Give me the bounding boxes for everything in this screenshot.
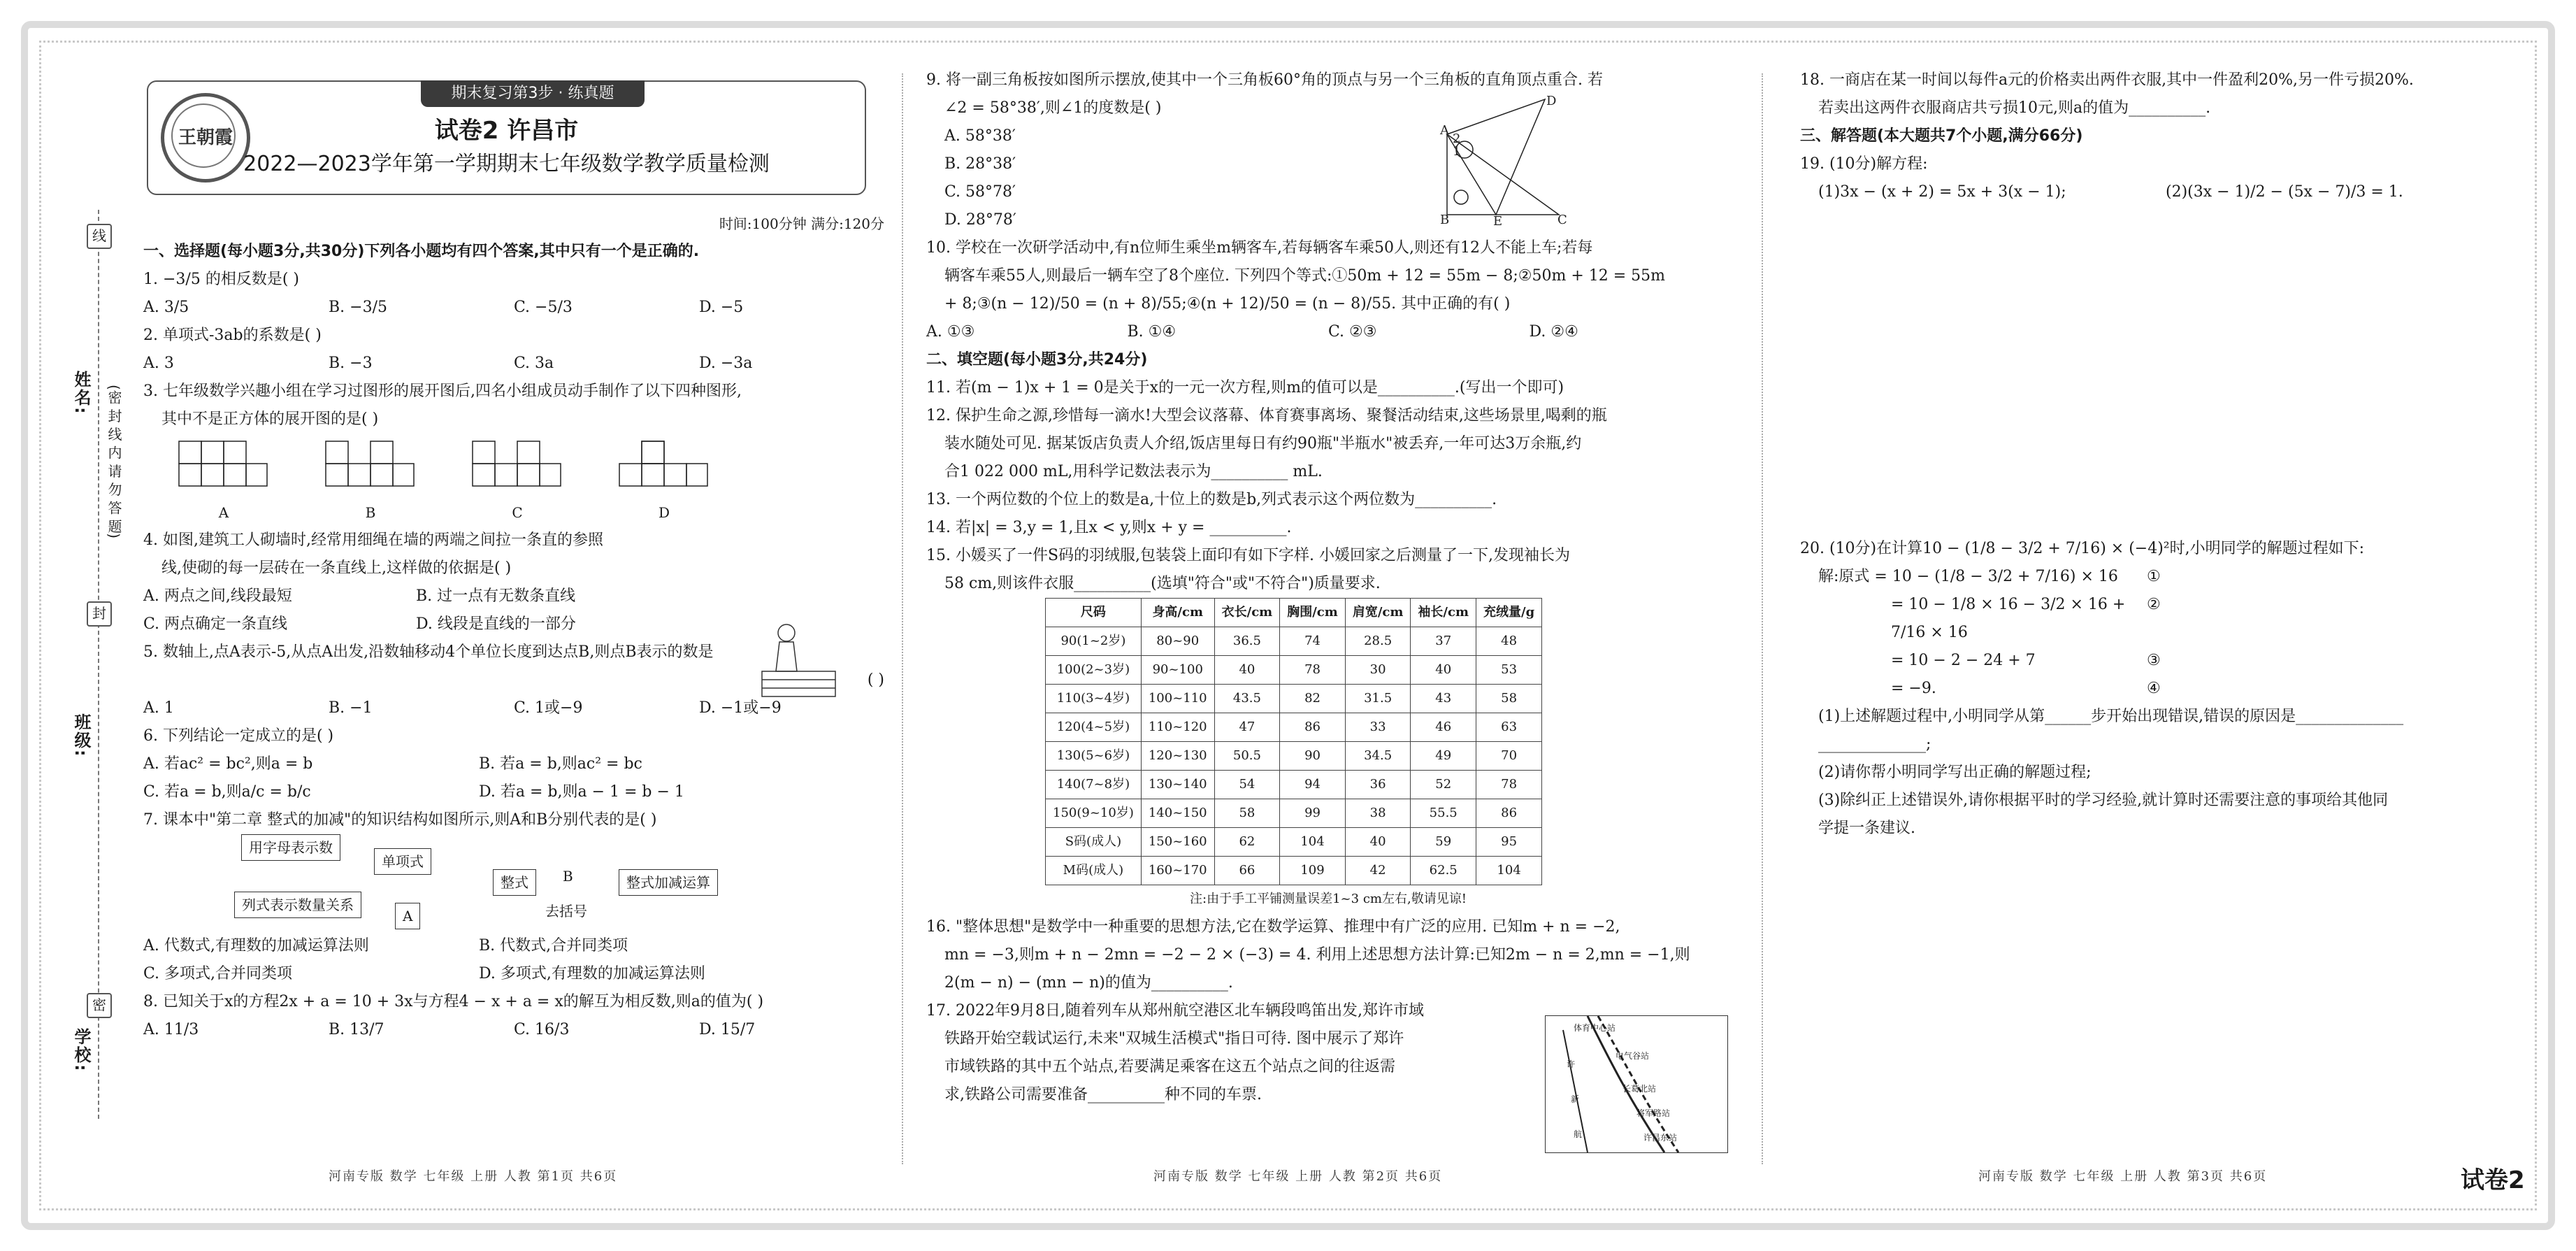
table-cell: 66 [1214,857,1280,885]
table-cell: 100(2~3岁) [1046,656,1142,685]
table-cell: 55.5 [1411,799,1476,828]
table-cell: 140~150 [1141,799,1214,828]
q10-options: A. ①③ B. ①④ C. ②③ D. ②④ [926,323,1578,341]
brick-wall-figure [755,622,839,699]
solution-step: 解:原式 = 10 − (1/8 − 3/2 + 7/16) × 16 ① [1818,568,2161,585]
footer-page-2: 河南专版 数学 七年级 上册 人教 第2页 共6页 [1153,1169,1443,1184]
net-figure [325,441,416,489]
table-row [1046,799,1542,828]
table-row [1046,627,1542,656]
question-20: 20. (10分)在计算10 − (1/8 − 3/2 + 7/16) × (−4)²时,小明同学的解题过程如下: [1800,540,2365,557]
table-cell: 36 [1345,771,1411,799]
seal-mark-line: 线 [87,224,112,249]
paper-label: 试卷2 [2461,1166,2525,1194]
table-cell: 110~120 [1141,713,1214,742]
table-row [1046,713,1542,742]
table-cell: 78 [1476,771,1542,799]
table-cell: 43 [1411,685,1476,713]
table-cell: 30 [1345,656,1411,685]
question-19: 19. (10分)解方程: [1800,155,1928,173]
table-cell: 109 [1280,857,1346,885]
footer-page-1: 河南专版 数学 七年级 上册 人教 第1页 共6页 [329,1169,618,1184]
table-cell: 110(3~4岁) [1046,685,1142,713]
question-4: 4. 如图,建筑工人砌墙时,经常用细绳在墙的两端之间拉一条直的参照 [143,531,603,549]
table-cell: 104 [1280,828,1346,857]
question-11: 11. 若(m − 1)x + 1 = 0是关于x的一元一次方程,则m的值可以是__________.(写出一个即可) [926,379,1564,396]
table-row [1046,857,1542,885]
column-divider [1762,73,1763,1164]
solution-step: = 10 − 1/8 × 16 − 3/2 × 16 + 7/16 × 16 ② [1891,596,2161,641]
question-16: 16. "整体思想"是数学中一种重要的思想方法,它在数学运算、推理中有广泛的应用. 已知m + n = −2, [926,918,1620,936]
table-cell: 59 [1411,828,1476,857]
table-cell: 34.5 [1345,742,1411,771]
table-row [1046,685,1542,713]
column-divider [902,73,903,1164]
q1-options: A. 3/5 B. −3/5 C. −5/3 D. −5 [143,299,744,316]
table-cell: 94 [1280,771,1346,799]
section-fill: 二、填空题(每小题3分,共24分) [926,351,1148,369]
school-label: 学校: [71,1028,91,1073]
net-figure [619,441,710,489]
table-cell: 70 [1476,742,1542,771]
question-6: 6. 下列结论一定成立的是( ) [143,727,334,745]
table-cell: 150~160 [1141,828,1214,857]
table-cell: 40 [1345,828,1411,857]
table-cell: 53 [1476,656,1542,685]
q7-options: A. 代数式,有理数的加减运算法则 B. 代数式,合并同类项 [143,937,628,955]
table-cell: 95 [1476,828,1542,857]
table-cell: 74 [1280,627,1346,656]
page-3-column: 18. 一商店在某一时间以每件a元的价格卖出两件衣服,其中一件盈利20%,另一件亏损20%. 若卖出这两件衣服商店共亏损10元,则a的值为__________. 三、解答题(本大题共7个小题,满分66分) 19. (10分)解方程: (1)3x − (x + 2) = 5x + 3(x − 1); (2)(3x − 1)/2 − (5x − 7)/3 = 1. 20. (10分)在计算10 − (1/8 − 3/2 + 7/16) × (−4)²时,小明同学的解题过程如下: 解:原式 = 10 − (1/8 − 3/2 + 7/16) × 16 ① = 10 − 1/8 × 16 − 3/2 × 16 + 7/16 × 16 ② = 10 − 2 − 24 + 7 ③ = −9. ④ (1)上述解题过程中,小明同学从第______步开始出现错误,错误的原因是______________ ______________; (2)请你帮小明同学写出正确的解题过程; (3)除纠正上述错误外,请你根据平时的学习经验,就计算时还需要注意的事项给其他同 学提一条建议. [1800,66,2513,843]
seal-mark-secret: 密 [87,993,112,1018]
question-7: 7. 课本中"第二章 整式的加减"的知识结构如图所示,则A和B分别代表的是( ) [143,811,657,829]
table-cell: 33 [1345,713,1411,742]
table-cell: 52 [1411,771,1476,799]
question-1: 1. −3/5 的相反数是( ) [143,271,299,288]
table-cell: 62.5 [1411,857,1476,885]
table-cell: 62 [1214,828,1280,857]
svg-text:B: B [1440,213,1450,227]
table-cell: 40 [1411,656,1476,685]
page-2-column: 9. 将一副三角板按如图所示摆放,使其中一个三角板60°角的顶点与另一个三角板的直角顶点重合. 若 ∠2 = 58°38′,则∠1的度数是( ) A. 58°38′ B. 28°38′ C. 58°78′ D. 28°78′ 10. 学校在一次研学活动中,有n位师生乘坐m辆客车,若每辆客车乘50人,则还有12人不能上车;若每 辆客车乘55人,则最后一辆车空了8个座位. 下列四个等式:①50m + 12 = 55m − 8;②50m + 12 = 55m + 8;③(n − 12)/50 = (n + 8)/55;④(n + 12)/50 = (n − 8)/55. 其中正确的有( ) A. ①③ B. ①④ C. ②③ D. ②④ 二、填空题(每小题3分,共24分) 11. 若(m − 1)x + 1 = 0是关于x的一元一次方程,则m的值可以是__________.(写出一个即可) 12. 保护生命之源,珍惜每一滴水!大型会议落幕、体育赛事离场、聚餐活动结束,这些场景里,喝剩的瓶 装水随处可见. 据某饭店负责人介绍,饭店里每日有约90瓶"半瓶水"被丢弃,一年可达3万余瓶,约 合1 022 000 mL,用科学记数法表示为__________ mL. 13. 一个两位数的个位上的数是a,十位上的数是b,列式表示这个两位数为__________. 14. 若|x| = 3,y = 1,且x < y,则x + y = __________. 15. 小媛买了一件S码的羽绒服,包装袋上面印有如下字样. 小媛回家之后测量了一下,发现袖长为 58 cm,则该件衣服__________(选填"符合"或"不符合")质量要求. 尺码 身高/cm 衣长/cm 胸围/cm 肩宽/cm 袖长/cm 充绒量/g 90(1~2岁) 80~90 36.5 74 28.5 37 48 100(2~3岁) 90~100 40 78 30 40 53 110(3~4岁) 100~110 43.5 82 31.5 43 58 120(4~5岁) 110~120 47 86 33 46 63 130(5~6岁) 120~130 50.5 90 34.5 49 70 140(7~8岁) 130~140 54 94 36 52 78 150(9~10岁) 140~150 58 99 38 55.5 86 S码(成人) 150~160 62 104 40 59 95 M码(成人) 160~170 66 109 42 62.5 104 注:由于手工平铺测量误差1~3 cm左右,敬请见谅! 16. "整体思想"是数学中一种重要的思想方法,它在数学运算、推理中有广泛的应用. 已知m + n = −2, mn = −3,则m + n − 2mn = −2 − 2 × (−3) = 4. 利用上述思想方法计算:已知2m − n = 2,mn = −1,则 2(m − n) − (mn − n)的值为__________. 17. 2022年9月8日,随着列车从郑州航空港区北车辆段鸣笛出发,郑许市域 铁路开始空载试运行,未来"双城生活模式"指日可待. 图中展示了郑许 市域铁路的其中五个站点,若要满足乘客在这五个站点之间的往返需 求,铁路公司需要准备__________种不同的车票. [926,66,1730,1109]
table-cell: 58 [1214,799,1280,828]
table-cell: 150(9~10岁) [1046,799,1142,828]
svg-text:1: 1 [1453,144,1461,159]
q2-options: A. 3 B. −3 C. 3a D. −3a [143,355,753,372]
table-cell: 160~170 [1141,857,1214,885]
table-cell: 63 [1476,713,1542,742]
table-row [1046,828,1542,857]
size-table [1045,598,1542,885]
table-cell: 49 [1411,742,1476,771]
table-cell: M码(成人) [1046,857,1142,885]
question-2: 2. 单项式-3ab的系数是( ) [143,327,322,344]
table-cell: 82 [1280,685,1346,713]
solution-step: = −9. ④ [1891,680,2161,697]
table-cell: 120~130 [1141,742,1214,771]
table-cell: 104 [1476,857,1542,885]
table-row [1046,771,1542,799]
table-cell: 46 [1411,713,1476,742]
table-cell: 58 [1476,685,1542,713]
table-cell: 78 [1280,656,1346,685]
question-8: 8. 已知关于x的方程2x + a = 10 + 3x与方程4 − x + a = x的解互为相反数,则a的值为( ) [143,993,764,1010]
table-cell: 48 [1476,627,1542,656]
svg-text:D: D [1546,94,1557,108]
table-cell: 100~110 [1141,685,1214,713]
table-cell: 42 [1345,857,1411,885]
exam-subtitle: 2022—2023学年第一学期期末七年级数学教学质量检测 [243,152,770,176]
railway-map: 体育中心站 电气谷站 许 长葛北站 新 将军路站 航 许昌东站 [1545,1015,1728,1153]
table-cell: 90~100 [1141,656,1214,685]
question-9: 9. 将一副三角板按如图所示摆放,使其中一个三角板60°角的顶点与另一个三角板的直角顶点重合. 若 [926,71,1603,89]
table-cell: 31.5 [1345,685,1411,713]
question-15: 15. 小媛买了一件S码的羽绒服,包装袋上面印有如下字样. 小媛回家之后测量了一下,发现袖长为 [926,547,1571,564]
svg-text:A: A [1440,123,1449,138]
binding-margin [56,210,133,1119]
table-cell: 99 [1280,799,1346,828]
exam-meta: 时间:100分钟 满分:120分 [719,215,884,232]
section-choice: 一、选择题(每小题3分,共30分)下列各小题均有四个答案,其中只有一个是正确的. [143,243,700,260]
brand-logo: 王朝霞 [161,93,250,183]
knowledge-flowchart: 用字母表示数 单项式 整式 B 整式加减运算 列式表示数量关系 A 去括号 [199,834,884,932]
table-cell: 38 [1345,799,1411,828]
table-cell: 40 [1214,656,1280,685]
q8-options: A. 11/3 B. 13/7 C. 16/3 D. 15/7 [143,1021,756,1038]
table-row [1046,742,1542,771]
triangle-figure [1440,92,1567,229]
q6-options: A. 若ac² = bc²,则a = b B. 若a = b,则ac² = bc [143,755,642,773]
table-row [1046,656,1542,685]
exam-title: 试卷2 许昌市 [434,117,579,145]
table-note: 注:由于手工平铺测量误差1~3 cm左右,敬请见谅! [1190,892,1467,906]
table-cell: 36.5 [1214,627,1280,656]
table-cell: 86 [1280,713,1346,742]
name-label: 姓名: [71,371,91,415]
question-3: 3. 七年级数学兴趣小组在学习过图形的展开图后,四名小组成员动手制作了以下四种图形, [143,383,742,400]
net-figure [472,441,563,489]
table-cell: 28.5 [1345,627,1411,656]
svg-text:2: 2 [1453,131,1461,146]
table-cell: 90(1~2岁) [1046,627,1142,656]
table-cell: S码(成人) [1046,828,1142,857]
seal-note: (密 封 线 内 请 勿 答 题) [106,385,122,539]
class-label: 班级: [71,713,91,758]
table-cell: 50.5 [1214,742,1280,771]
section-answer: 三、解答题(本大题共7个小题,满分66分) [1800,127,2083,145]
seal-mark-seal: 封 [87,601,112,627]
table-cell: 54 [1214,771,1280,799]
svg-text:C: C [1557,213,1567,227]
question-13: 13. 一个两位数的个位上的数是a,十位上的数是b,列式表示这个两位数为__________. [926,491,1497,508]
exam-header [147,80,866,195]
table-cell: 140(7~8岁) [1046,771,1142,799]
table-header-row: 尺码 身高/cm 衣长/cm 胸围/cm 肩宽/cm 袖长/cm 充绒量/g [1046,599,1542,627]
seal-line [98,210,99,1119]
question-12: 12. 保护生命之源,珍惜每一滴水!大型会议落幕、体育赛事离场、聚餐活动结束,这些场景里,喝剩的瓶 [926,407,1607,424]
question-14: 14. 若|x| = 3,y = 1,且x < y,则x + y = __________. [926,519,1292,536]
table-cell: 37 [1411,627,1476,656]
question-5: 5. 数轴上,点A表示-5,从点A出发,沿数轴移动4个单位长度到达点B,则点B表示的数是 [143,643,714,661]
page-1-column: 时间:100分钟 满分:120分 一、选择题(每小题3分,共30分)下列各小题均有四个答案,其中只有一个是正确的. 1. −3/5 的相反数是( ) A. 3/5 B. −3/5 C. −5/3 D. −5 2. 单项式-3ab的系数是( ) A. 3 B. −3 C. 3a D. −3a 3. 七年级数学兴趣小组在学习过图形的展开图后,四名小组成员动手制作了以下四种图形, 其中不是正方体的展开图的是( ) A B C D 4. 如图,建筑工人砌墙时,经常用细绳在墙的两端之间拉一条直的参照 线,使砌的每一层砖在一条直线上,这样做的依据是( ) A. 两点之间,线段最短 B. 过一点有无数条直线 C. 两点确定一条直线 D. 线段是直线的一部分 5. 数轴上,点A表示-5,从点A出发,沿数轴移动4个单位长度到达点B,则点B表示的数是 ( ) A. 1 B. −1 C. 1或−9 D. −1或−9 6. 下列结论一定成立的是( ) A. 若ac² = bc²,则a = b B. 若a = b,则ac² = bc C. 若a = b,则a/c = b/c D. 若a = b,则a − 1 = b − 1 7. 课本中"第二章 整式的加减"的知识结构如图所示,则A和B分别代表的是( ) 用字母表示数 单项式 整式 B 整式加减运算 列式表示数量关系 A 去括号 A. 代数式,有理数的加减运算法则 B. 代数式,合并同类项 C. 多项式,合并同类项 D. 多项式,有理数的加减运算法则 8. 已知关于x的方程2x + a = 10 + 3x与方程4 − x + a = x的解互为相反数,则a的值为( ) A. 11/3 B. 13/7 C. 16/3 D. 15/7 [143,210,884,1044]
footer-page-3: 河南专版 数学 七年级 上册 人教 第3页 共6页 [1978,1169,2268,1184]
svg-text:E: E [1493,214,1503,229]
review-tag: 期末复习第3步 · 练真题 [421,80,645,107]
cube-nets: A B C D [178,441,884,527]
solution-step: = 10 − 2 − 24 + 7 ③ [1891,652,2161,669]
question-10: 10. 学校在一次研学活动中,有n位师生乘坐m辆客车,若每辆客车乘50人,则还有12人不能上车;若每 [926,239,1593,257]
q4-options: A. 两点之间,线段最短 B. 过一点有无数条直线 [143,587,576,605]
table-cell: 47 [1214,713,1280,742]
net-figure [178,441,269,489]
table-cell: 120(4~5岁) [1046,713,1142,742]
table-cell: 86 [1476,799,1542,828]
table-cell: 130~140 [1141,771,1214,799]
question-17: 17. 2022年9月8日,随着列车从郑州航空港区北车辆段鸣笛出发,郑许市域 [926,1002,1424,1020]
table-cell: 130(5~6岁) [1046,742,1142,771]
q5-options: A. 1 B. −1 C. 1或−9 D. −1或−9 [143,699,782,717]
table-cell: 80~90 [1141,627,1214,656]
question-18: 18. 一商店在某一时间以每件a元的价格卖出两件衣服,其中一件盈利20%,另一件亏损20%. [1800,71,2414,89]
table-cell: 90 [1280,742,1346,771]
table-cell: 43.5 [1214,685,1280,713]
